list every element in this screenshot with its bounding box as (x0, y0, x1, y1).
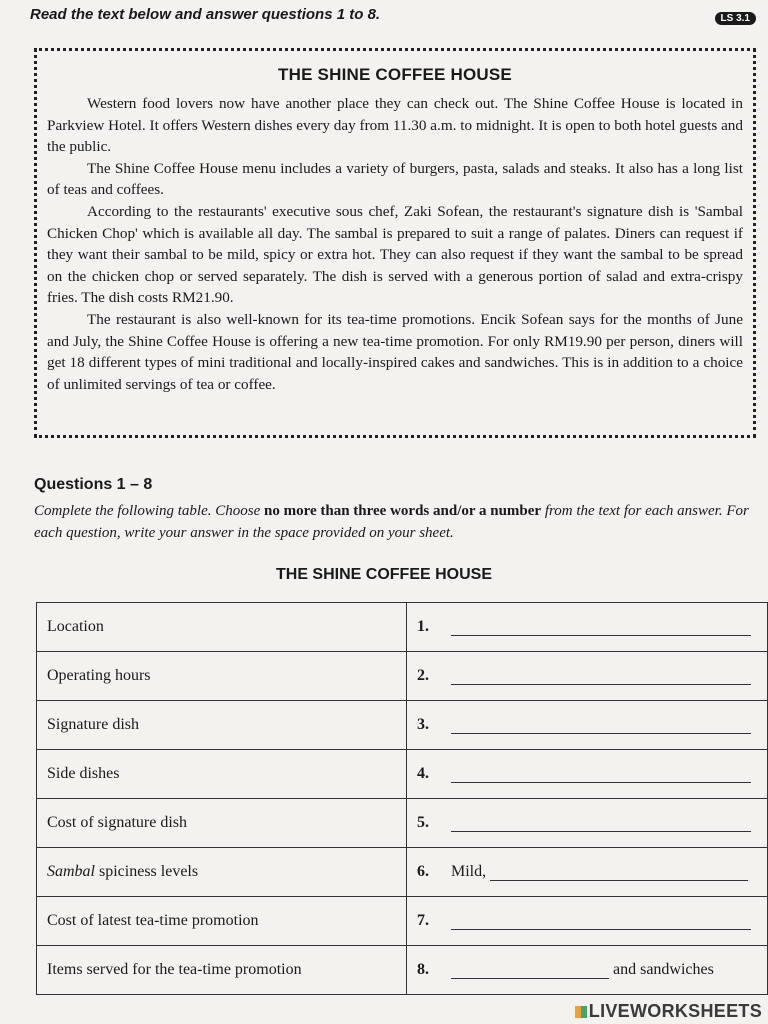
passage-paragraph-2: The Shine Coffee House menu includes a variety of burgers, pasta, salads and steaks. It also has a long list of teas and coffees. (47, 159, 743, 199)
answer-cell (407, 799, 768, 848)
answer-blank-5[interactable] (451, 817, 751, 832)
question-number: 5. (417, 814, 429, 831)
row-label: Location (37, 603, 407, 652)
answer-blank-4[interactable] (451, 768, 751, 783)
row-label: Cost of latest tea-time promotion (37, 897, 407, 946)
question-number: 6. (417, 863, 429, 880)
question-number: 1. (417, 618, 429, 635)
instruction-part2: from the text for each answer. For each question, write your answer in the space provided on your sheet. (34, 503, 749, 541)
question-number: 4. (417, 765, 429, 782)
ls-badge: LS 3.1 (715, 12, 756, 25)
answer-blank-2[interactable] (451, 670, 751, 685)
passage-paragraph-3: According to the restaurants' executive sous chef, Zaki Sofean, the restaurant's signature dish is 'Sambal Chicken Chop' which is available all day. The sambal is prepared to suit a range of palates. Diners can request if they want their sambal to be mild, spicy or extra hot. They can also request if they want the sambal to be spread on the chicken chop or served separately. The dish is served with a generous portion of salad and extra-crispy fries. The dish costs RM21.90. (47, 202, 743, 307)
liveworksheets-watermark (575, 1001, 762, 1022)
answer-blank-7[interactable] (451, 915, 751, 930)
liveworksheets-logo-icon (575, 1006, 587, 1018)
question-number: 3. (417, 716, 429, 733)
row-label (37, 848, 407, 897)
answer-cell (407, 848, 768, 897)
passage-title: THE SHINE COFFEE HOUSE (278, 65, 512, 84)
table-row (37, 603, 768, 652)
question-number: 7. (417, 912, 429, 929)
answer-cell (407, 946, 768, 995)
question-number: 2. (417, 667, 429, 684)
table-title: THE SHINE COFFEE HOUSE (275, 566, 493, 583)
answer-prefix: Mild, (451, 863, 487, 880)
row-label: Cost of signature dish (37, 799, 407, 848)
passage-paragraph-1: Western food lovers now have another place they can check out. The Shine Coffee House is located in Parkview Hotel. It offers Western dishes every day from 11.30 a.m. to midnight. It is open to both hotel guests and the public. (47, 95, 743, 156)
row-label: Items served for the tea-time promotion (37, 946, 407, 995)
answer-table (36, 602, 768, 995)
table-row (37, 799, 768, 848)
row-label: Operating hours (37, 652, 407, 701)
sambal-word: Sambal (47, 863, 95, 880)
answer-cell (407, 897, 768, 946)
row-label: Side dishes (37, 750, 407, 799)
answer-blank-3[interactable] (451, 719, 751, 734)
row-label-rest: spiciness levels (95, 863, 199, 880)
instruction-part1: Complete the following table. Choose (34, 503, 264, 519)
passage-paragraph-4: The restaurant is also well-known for its tea-time promotions. Encik Sofean says for the months of June and July, the Shine Coffee House is offering a new tea-time promotion. For only RM19.90 per person, diners will get 18 different types of mini traditional and locally-inspired cakes and sandwiches. This is in addition to a choice of unlimited servings of tea or coffee. (47, 310, 743, 393)
answer-blank-8[interactable] (451, 964, 609, 979)
instruction-bold: no more than three words and/or a number (263, 503, 542, 519)
row-label: Signature dish (37, 701, 407, 750)
table-row (37, 946, 768, 995)
table-row (37, 652, 768, 701)
passage-box (34, 48, 756, 438)
watermark-text: LIVEWORKSHEETS (588, 1001, 762, 1021)
answer-cell (407, 750, 768, 799)
answer-suffix: and sandwiches (613, 961, 714, 978)
question-number: 8. (417, 961, 429, 978)
questions-heading: Questions 1 – 8 (34, 476, 153, 493)
answer-cell (407, 603, 768, 652)
table-row (37, 848, 768, 897)
answer-cell (407, 652, 768, 701)
questions-instruction (34, 500, 764, 544)
table-row (37, 701, 768, 750)
table-row (37, 897, 768, 946)
table-row (37, 750, 768, 799)
answer-blank-6[interactable] (490, 866, 748, 881)
answer-blank-1[interactable] (451, 621, 751, 636)
instruction-text: Read the text below and answer questions 1 to 8. (30, 6, 381, 23)
answer-cell (407, 701, 768, 750)
